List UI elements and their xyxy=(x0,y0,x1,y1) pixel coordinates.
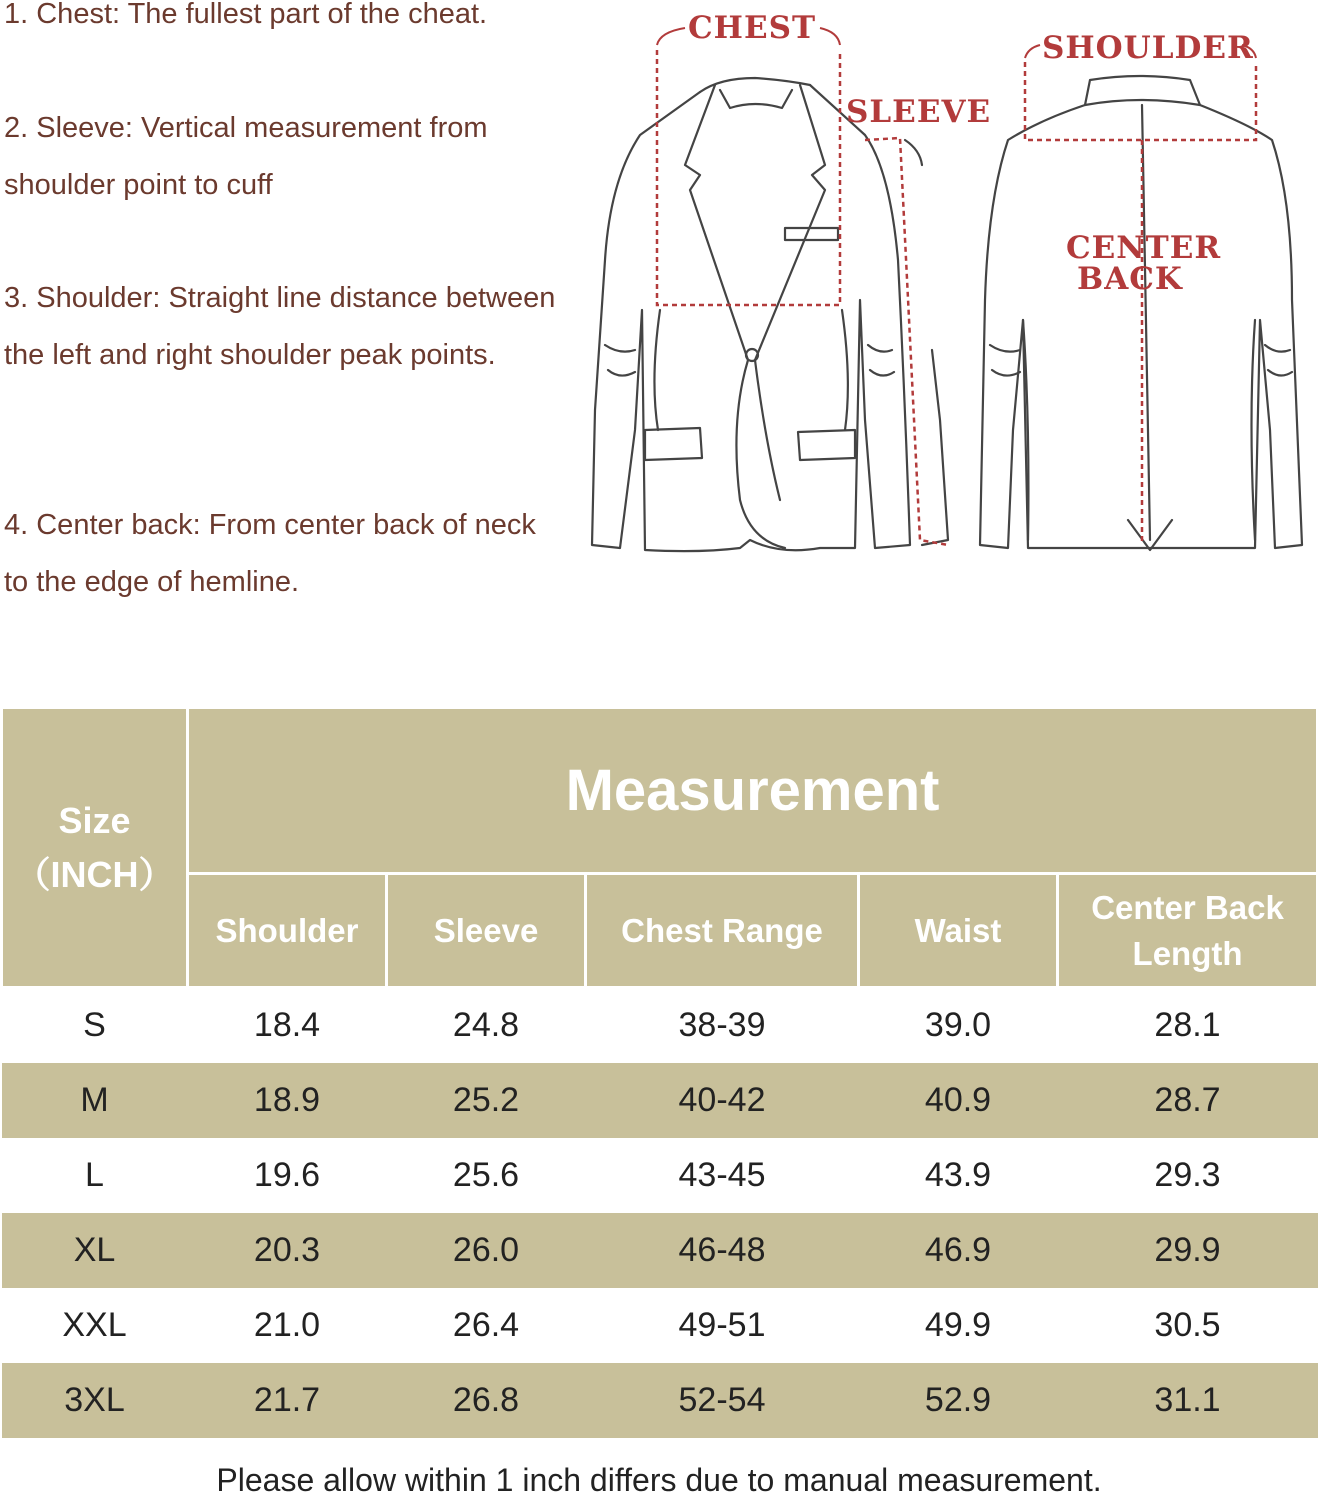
instruction-chest: 1. Chest: The fullest part of the cheat. xyxy=(4,0,488,30)
size-header-label: Size xyxy=(58,799,131,841)
measurement-cell: 18.9 xyxy=(188,1063,387,1138)
table-row xyxy=(2,1213,1318,1288)
size-column-header xyxy=(2,708,188,988)
column-header-waist: Waist xyxy=(859,874,1058,988)
measurement-cell: 28.7 xyxy=(1058,1063,1318,1138)
shoulder-label: SHOULDER xyxy=(1042,30,1254,66)
measurement-cell: 43.9 xyxy=(859,1138,1058,1213)
measurement-cell: 28.1 xyxy=(1058,988,1318,1063)
instruction-shoulder: 3. Shoulder: Straight line distance between the left and right shoulder peak points. xyxy=(4,282,556,371)
measurement-cell: 31.1 xyxy=(1058,1363,1318,1438)
measurement-cell: 49.9 xyxy=(859,1288,1058,1363)
measurement-cell: 46.9 xyxy=(859,1213,1058,1288)
measurement-cell: 46-48 xyxy=(586,1213,859,1288)
size-cell: S xyxy=(2,988,188,1063)
measurement-cell: 40-42 xyxy=(586,1063,859,1138)
measurement-cell: 29.9 xyxy=(1058,1213,1318,1288)
measurement-cell: 52.9 xyxy=(859,1363,1058,1438)
measurement-cell: 26.4 xyxy=(387,1288,586,1363)
measurement-cell: 24.8 xyxy=(387,988,586,1063)
center-back-label-line1: CENTER xyxy=(1066,230,1222,266)
center-back-label-line2: BACK xyxy=(1077,261,1183,297)
table-row xyxy=(2,1363,1318,1438)
measurement-cell: 25.2 xyxy=(387,1063,586,1138)
size-chart xyxy=(0,706,1318,1438)
measurement-cell: 52-54 xyxy=(586,1363,859,1438)
measurement-group-header: Measurement xyxy=(188,708,1318,874)
table-row xyxy=(2,1063,1318,1138)
column-header-center-back-length: Center Back Length xyxy=(1058,874,1318,988)
jacket-diagram xyxy=(580,0,1318,620)
column-header-chest-range: Chest Range xyxy=(586,874,859,988)
front-jacket-drawing xyxy=(592,78,948,551)
sleeve-label: SLEEVE xyxy=(846,94,992,130)
measurement-cell: 49-51 xyxy=(586,1288,859,1363)
measurement-cell: 19.6 xyxy=(188,1138,387,1213)
measurement-cell: 21.0 xyxy=(188,1288,387,1363)
table-row xyxy=(2,1138,1318,1213)
measurement-cell: 40.9 xyxy=(859,1063,1058,1138)
size-cell: 3XL xyxy=(2,1363,188,1438)
measurement-cell: 26.0 xyxy=(387,1213,586,1288)
measurement-cell: 30.5 xyxy=(1058,1288,1318,1363)
size-table xyxy=(0,706,1318,1438)
measurement-cell: 43-45 xyxy=(586,1138,859,1213)
table-row xyxy=(2,1288,1318,1363)
instruction-sleeve: 2. Sleeve: Vertical measurement from shoulder point to cuff xyxy=(4,112,488,201)
measurement-cell: 21.7 xyxy=(188,1363,387,1438)
size-header-unit: （INCH） xyxy=(14,853,175,895)
size-cell: L xyxy=(2,1138,188,1213)
measurement-cell: 20.3 xyxy=(188,1213,387,1288)
jacket-illustration xyxy=(580,0,1318,620)
measurement-cell: 29.3 xyxy=(1058,1138,1318,1213)
footnote: Please allow within 1 inch differs due to manual measurement. xyxy=(216,1462,1102,1498)
measurement-cell: 18.4 xyxy=(188,988,387,1063)
measurement-cell: 39.0 xyxy=(859,988,1058,1063)
measurement-cell: 25.6 xyxy=(387,1138,586,1213)
measurement-cell: 38-39 xyxy=(586,988,859,1063)
column-header-sleeve: Sleeve xyxy=(387,874,586,988)
size-cell: XXL xyxy=(2,1288,188,1363)
column-header-shoulder: Shoulder xyxy=(188,874,387,988)
size-cell: M xyxy=(2,1063,188,1138)
chest-label: CHEST xyxy=(688,10,817,46)
size-cell: XL xyxy=(2,1213,188,1288)
measurement-cell: 26.8 xyxy=(387,1363,586,1438)
table-row xyxy=(2,988,1318,1063)
instruction-center-back: 4. Center back: From center back of neck to the edge of hemline. xyxy=(4,509,536,598)
